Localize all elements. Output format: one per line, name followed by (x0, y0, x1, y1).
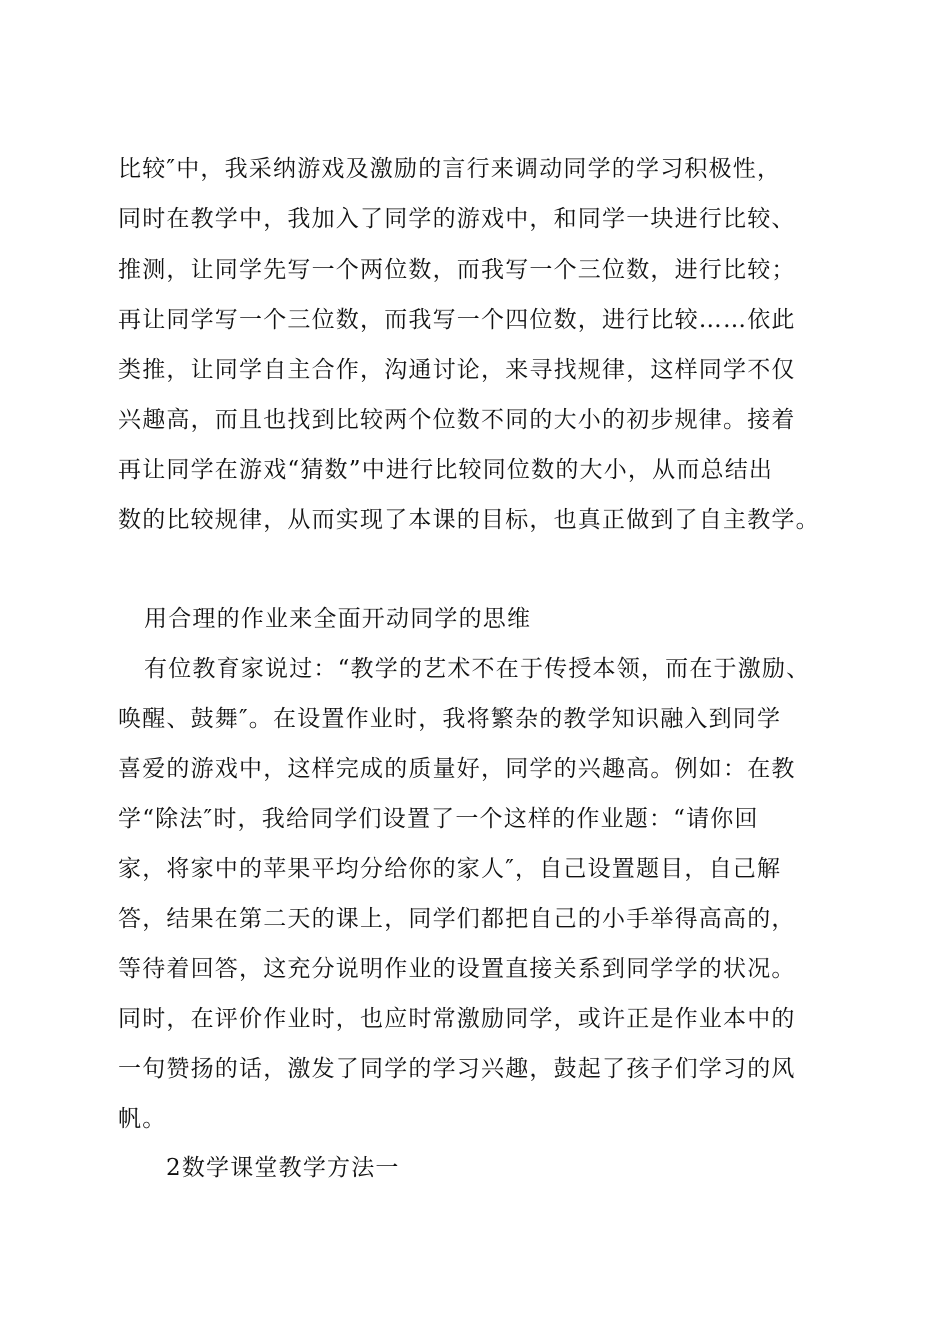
paragraph-line: 有位教育家说过：“教学的艺术不在于传授本领，而在于激励、 (144, 656, 811, 682)
paragraph-line: 再让同学写一个三位数，而我写一个四位数，进行比较……依此 (118, 307, 796, 333)
paragraph-line: 家，将家中的苹果平均分给你的家人″，自己设置题目，自己解 (118, 856, 782, 882)
paragraph-line: 兴趣高，而且也找到比较两个位数不同的大小的初步规律。接着 (118, 407, 796, 433)
section-heading: 2数学课堂教学方法一 (166, 1155, 400, 1181)
paragraph-line: 答，结果在第二天的课上，同学们都把自己的小手举得高高的， (118, 906, 796, 932)
paragraph-line: 喜爱的游戏中，这样完成的质量好，同学的兴趣高。例如：在教 (118, 756, 796, 782)
paragraph-line: 一句赞扬的话，激发了同学的学习兴趣，鼓起了孩子们学习的风 (118, 1056, 796, 1082)
paragraph-line: 类推，让同学自主合作，沟通讨论，来寻找规律，这样同学不仅 (118, 357, 796, 383)
paragraph-line: 帆。 (118, 1106, 167, 1132)
paragraph-line: 唤醒、鼓舞″。在设置作业时，我将繁杂的教学知识融入到同学 (118, 706, 782, 732)
paragraph-line: 同时，在评价作业时，也应时常激励同学，或许正是作业本中的 (118, 1006, 796, 1032)
paragraph-line: 比较″中，我采纳游戏及激励的言行来调动同学的学习积极性， (118, 156, 782, 182)
paragraph-line: 推测，让同学先写一个两位数，而我写一个三位数，进行比较； (118, 257, 796, 283)
paragraph-line: 再让同学在游戏“猜数”中进行比较同位数的大小，从而总结出 (118, 457, 774, 483)
paragraph-line: 数的比较规律，从而实现了本课的目标，也真正做到了自主教学。 (118, 507, 820, 533)
paragraph-line: 等待着回答，这充分说明作业的设置直接关系到同学学的状况。 (118, 956, 796, 982)
paragraph-line: 同时在教学中，我加入了同学的游戏中，和同学一块进行比较、 (118, 206, 796, 232)
section-heading: 用合理的作业来全面开动同学的思维 (144, 606, 532, 632)
paragraph-line: 学“除法″时，我给同学们设置了一个这样的作业题：“请你回 (118, 806, 759, 832)
